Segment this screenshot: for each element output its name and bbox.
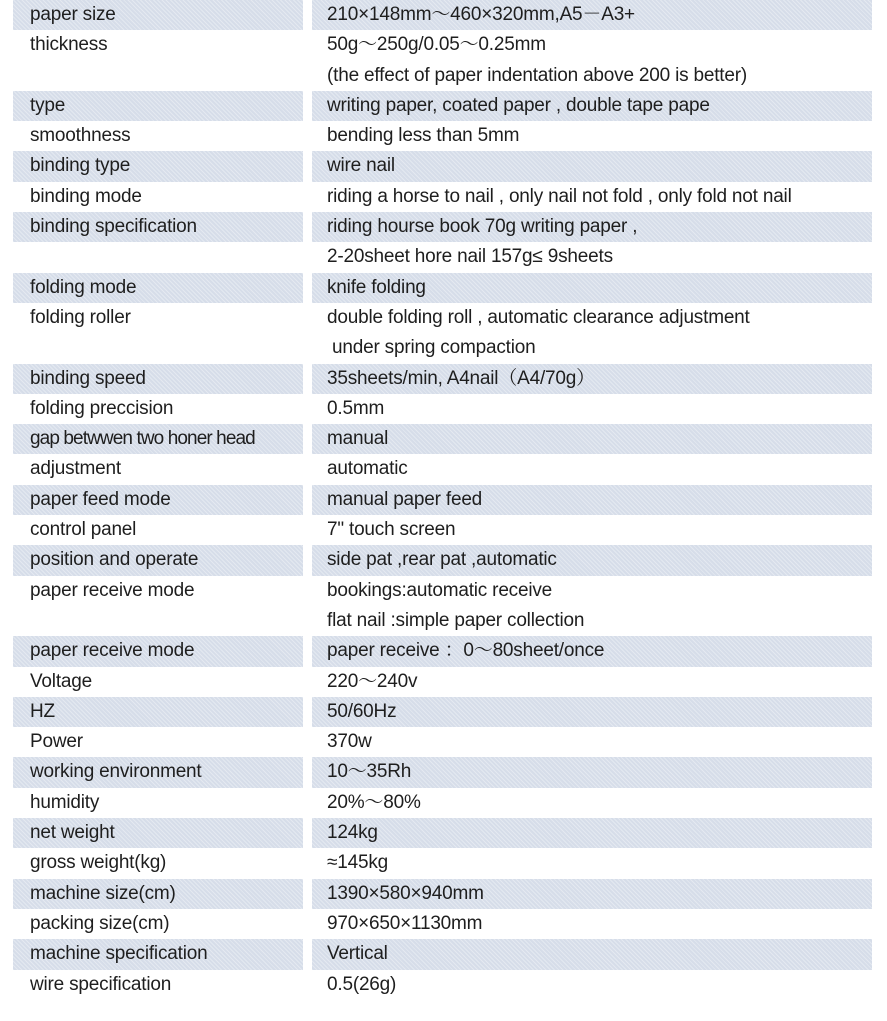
spec-label: working environment bbox=[13, 757, 303, 787]
spec-value-line: bookings:automatic receive bbox=[327, 579, 553, 601]
spec-value-line: side pat ,rear pat ,automatic bbox=[327, 549, 557, 571]
spec-value bbox=[312, 0, 872, 30]
spec-row bbox=[0, 636, 887, 666]
spec-value bbox=[312, 636, 872, 666]
spec-label: packing size(cm) bbox=[30, 912, 170, 934]
spec-value bbox=[312, 727, 872, 757]
spec-value-line: manual paper feed bbox=[327, 488, 483, 510]
spec-row bbox=[0, 697, 887, 727]
spec-value-line: 2-20sheet hore nail 157g≤ 9sheets bbox=[327, 246, 613, 268]
spec-value-line: 0.5(26g) bbox=[327, 973, 397, 995]
spec-value-line: flat nail :simple paper collection bbox=[327, 609, 585, 631]
spec-value-line: knife folding bbox=[327, 276, 426, 298]
spec-row bbox=[0, 848, 887, 878]
spec-value-line: ≈145kg bbox=[327, 852, 388, 874]
spec-value bbox=[312, 818, 872, 848]
spec-value bbox=[312, 30, 872, 91]
spec-label: binding mode bbox=[30, 185, 142, 207]
spec-label: gap betwwen two honer head bbox=[13, 424, 303, 454]
spec-row bbox=[0, 30, 887, 91]
spec-value bbox=[312, 91, 872, 121]
spec-row bbox=[0, 727, 887, 757]
spec-value-line: 370w bbox=[327, 731, 372, 753]
spec-label: adjustment bbox=[30, 458, 121, 480]
spec-row bbox=[0, 909, 887, 939]
spec-value bbox=[312, 364, 872, 394]
spec-value-line: 7" touch screen bbox=[327, 519, 456, 541]
spec-value bbox=[312, 212, 872, 268]
spec-label: paper receive mode bbox=[13, 636, 303, 666]
spec-label: thickness bbox=[30, 34, 108, 56]
spec-value-line: 220～240v bbox=[327, 670, 418, 692]
spec-label: folding preccision bbox=[30, 397, 174, 419]
spec-label: type bbox=[13, 91, 303, 121]
spec-row bbox=[0, 91, 887, 121]
spec-row bbox=[0, 757, 887, 787]
spec-value bbox=[312, 273, 872, 303]
spec-row bbox=[0, 303, 887, 364]
spec-value bbox=[312, 303, 872, 364]
spec-value bbox=[312, 454, 872, 484]
spec-row bbox=[0, 454, 887, 484]
spec-label: machine specification bbox=[13, 939, 303, 969]
spec-value bbox=[312, 182, 872, 212]
spec-row bbox=[0, 970, 887, 1000]
spec-value-line: 210×148mm～460×320mm,A5－A3+ bbox=[327, 4, 635, 25]
spec-value bbox=[312, 970, 872, 1000]
spec-row bbox=[0, 545, 887, 575]
spec-label: wire specification bbox=[30, 973, 172, 995]
spec-row bbox=[0, 515, 887, 545]
spec-value-line: 10～35Rh bbox=[327, 761, 412, 783]
spec-value-line: automatic bbox=[327, 458, 408, 480]
spec-label: position and operate bbox=[13, 545, 303, 575]
spec-label: paper feed mode bbox=[13, 485, 303, 515]
spec-label: paper size bbox=[13, 0, 303, 30]
spec-label: folding roller bbox=[30, 306, 131, 328]
spec-label: humidity bbox=[30, 791, 100, 813]
spec-value-line: writing paper, coated paper , double tape pape bbox=[327, 94, 710, 116]
spec-value bbox=[312, 576, 872, 637]
spec-row bbox=[0, 939, 887, 969]
spec-row bbox=[0, 788, 887, 818]
spec-label: paper receive mode bbox=[30, 579, 195, 601]
spec-value bbox=[312, 667, 872, 697]
spec-value bbox=[312, 485, 872, 515]
spec-value-line: 0.5mm bbox=[327, 397, 385, 419]
spec-value-line: bending less than 5mm bbox=[327, 125, 520, 147]
spec-value bbox=[312, 151, 872, 181]
spec-value-line: 20%～80% bbox=[327, 791, 421, 813]
spec-value-line: 124kg bbox=[327, 822, 378, 844]
spec-value-line: 1390×580×940mm bbox=[327, 882, 484, 904]
spec-value-line: wire nail bbox=[327, 155, 395, 177]
spec-value-line: 970×650×1130mm bbox=[327, 912, 483, 934]
spec-row bbox=[0, 273, 887, 303]
spec-label: folding mode bbox=[13, 273, 303, 303]
spec-value-line: paper receive ：0～80sheet/once bbox=[327, 640, 605, 662]
spec-value-line: riding hourse book 70g writing paper , bbox=[327, 216, 638, 238]
spec-value bbox=[312, 757, 872, 787]
spec-row bbox=[0, 182, 887, 212]
spec-label: net weight bbox=[13, 818, 303, 848]
spec-value bbox=[312, 788, 872, 818]
spec-label: Voltage bbox=[30, 670, 92, 692]
spec-row bbox=[0, 485, 887, 515]
spec-value bbox=[312, 909, 872, 939]
spec-label: HZ bbox=[13, 697, 303, 727]
spec-label: machine size(cm) bbox=[13, 879, 303, 909]
spec-value-line: 50/60Hz bbox=[327, 700, 397, 722]
spec-row bbox=[0, 151, 887, 181]
spec-value bbox=[312, 545, 872, 575]
spec-label: binding speed bbox=[13, 364, 303, 394]
spec-value bbox=[312, 879, 872, 909]
spec-value-line: under spring compaction bbox=[332, 337, 536, 359]
spec-label: gross weight(kg) bbox=[30, 852, 167, 874]
spec-value bbox=[312, 697, 872, 727]
spec-value bbox=[312, 424, 872, 454]
spec-row bbox=[0, 818, 887, 848]
spec-value bbox=[312, 848, 872, 878]
spec-label: smoothness bbox=[30, 125, 131, 147]
spec-label: control panel bbox=[30, 519, 137, 541]
spec-value-line: 50g～250g/0.05～0.25mm bbox=[327, 34, 546, 56]
spec-row bbox=[0, 879, 887, 909]
spec-value bbox=[312, 515, 872, 545]
spec-value-line: double folding roll , automatic clearance adjustment bbox=[327, 306, 750, 328]
spec-row bbox=[0, 424, 887, 454]
spec-row bbox=[0, 576, 887, 637]
spec-value bbox=[312, 939, 872, 969]
spec-value-line: manual bbox=[327, 428, 389, 450]
spec-value-line: (the effect of paper indentation above 200 is better) bbox=[327, 64, 748, 86]
spec-label: Power bbox=[30, 731, 83, 753]
spec-value bbox=[312, 394, 872, 424]
spec-row bbox=[0, 394, 887, 424]
spec-row bbox=[0, 212, 887, 273]
spec-label: binding specification bbox=[13, 212, 303, 242]
spec-label: binding type bbox=[13, 151, 303, 181]
spec-row bbox=[0, 667, 887, 697]
spec-value-line: 35sheets/min, A4nail（A4/70g） bbox=[327, 367, 595, 389]
spec-value-line: Vertical bbox=[327, 943, 388, 965]
spec-value bbox=[312, 121, 872, 151]
spec-value-line: riding a horse to nail , only nail not fold , only fold not nail bbox=[327, 185, 792, 207]
spec-row bbox=[0, 0, 887, 30]
spec-row bbox=[0, 121, 887, 151]
spec-row bbox=[0, 364, 887, 394]
